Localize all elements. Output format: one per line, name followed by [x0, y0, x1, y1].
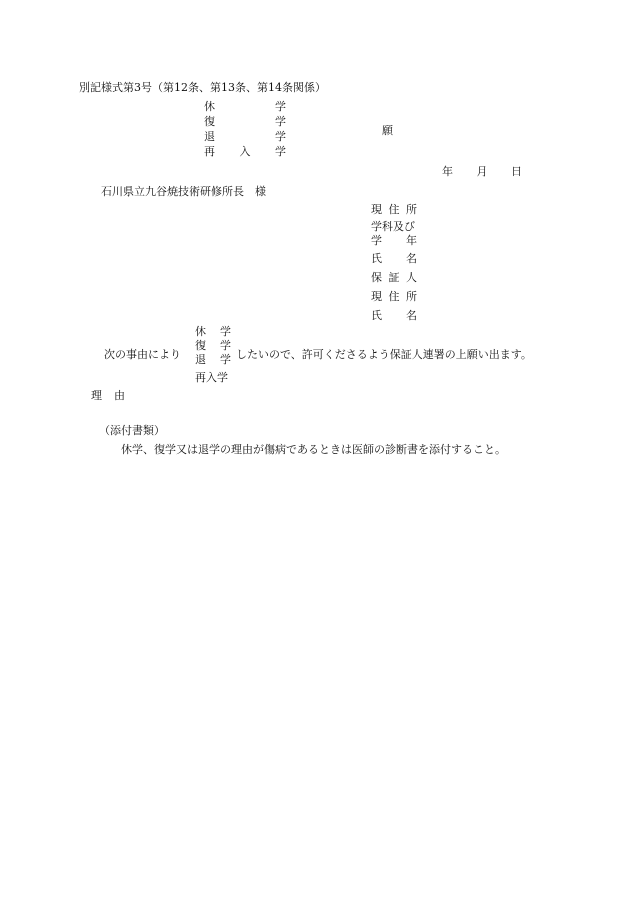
form-number: 別記様式第3号（第12条、第13条、第14条関係） — [79, 81, 326, 94]
date-line — [442, 166, 522, 177]
addressee-honorific: 様 — [255, 185, 266, 198]
request-option-row: 休 学 — [195, 325, 231, 338]
date-row — [442, 166, 522, 177]
request-option-readmission: 再入学 — [195, 371, 228, 384]
guarantor-address-label: 現 住 所 — [371, 290, 417, 303]
date-month-label: 月 — [476, 165, 488, 178]
title-option-char: 学 — [275, 130, 286, 143]
title-suffix: 願 — [382, 124, 393, 137]
title-option-char: 退 — [204, 130, 215, 143]
date-day-label: 日 — [511, 165, 522, 178]
title-option-row — [204, 116, 286, 131]
applicant-name-label: 氏 名 — [371, 252, 417, 265]
request-suffix: したいので、許可くださるよう保証人連署の上願い出ます。 — [236, 348, 532, 361]
request-option-row: 復 学 — [195, 339, 231, 352]
title-option-char: 休 — [204, 100, 215, 113]
title-option-char: 入 — [239, 145, 251, 158]
title-option-char: 学 — [275, 100, 286, 113]
title-options — [204, 101, 286, 161]
addressee-name: 石川県立九谷焼技術研修所長 — [101, 185, 244, 198]
title-option-row — [204, 131, 286, 146]
date-year-label: 年 — [442, 165, 453, 178]
attachment-heading: （添付書類） — [99, 424, 165, 437]
title-option-char: 学 — [275, 115, 286, 128]
request-options — [195, 326, 231, 368]
attachment-note: 休学、復学又は退学の理由が傷病であるときは医師の診断書を添付すること。 — [121, 443, 506, 456]
title-option-row — [204, 146, 286, 161]
title-option-char: 再 — [204, 145, 215, 158]
addressee — [101, 186, 266, 197]
request-option-row: 退 学 — [195, 353, 231, 366]
applicant-course-label: 学科及び — [371, 220, 415, 233]
applicant-grade-label: 学 年 — [371, 234, 417, 247]
title-option-char: 学 — [275, 145, 286, 158]
guarantor-name-label: 氏 名 — [371, 309, 417, 322]
guarantor-title-label: 保 証 人 — [371, 271, 417, 284]
title-option-char: 復 — [204, 115, 215, 128]
title-option-row — [204, 101, 286, 116]
request-prefix: 次の事由により — [104, 348, 181, 361]
reason-label: 理 由 — [91, 389, 125, 402]
applicant-address-label: 現 住 所 — [371, 203, 417, 216]
